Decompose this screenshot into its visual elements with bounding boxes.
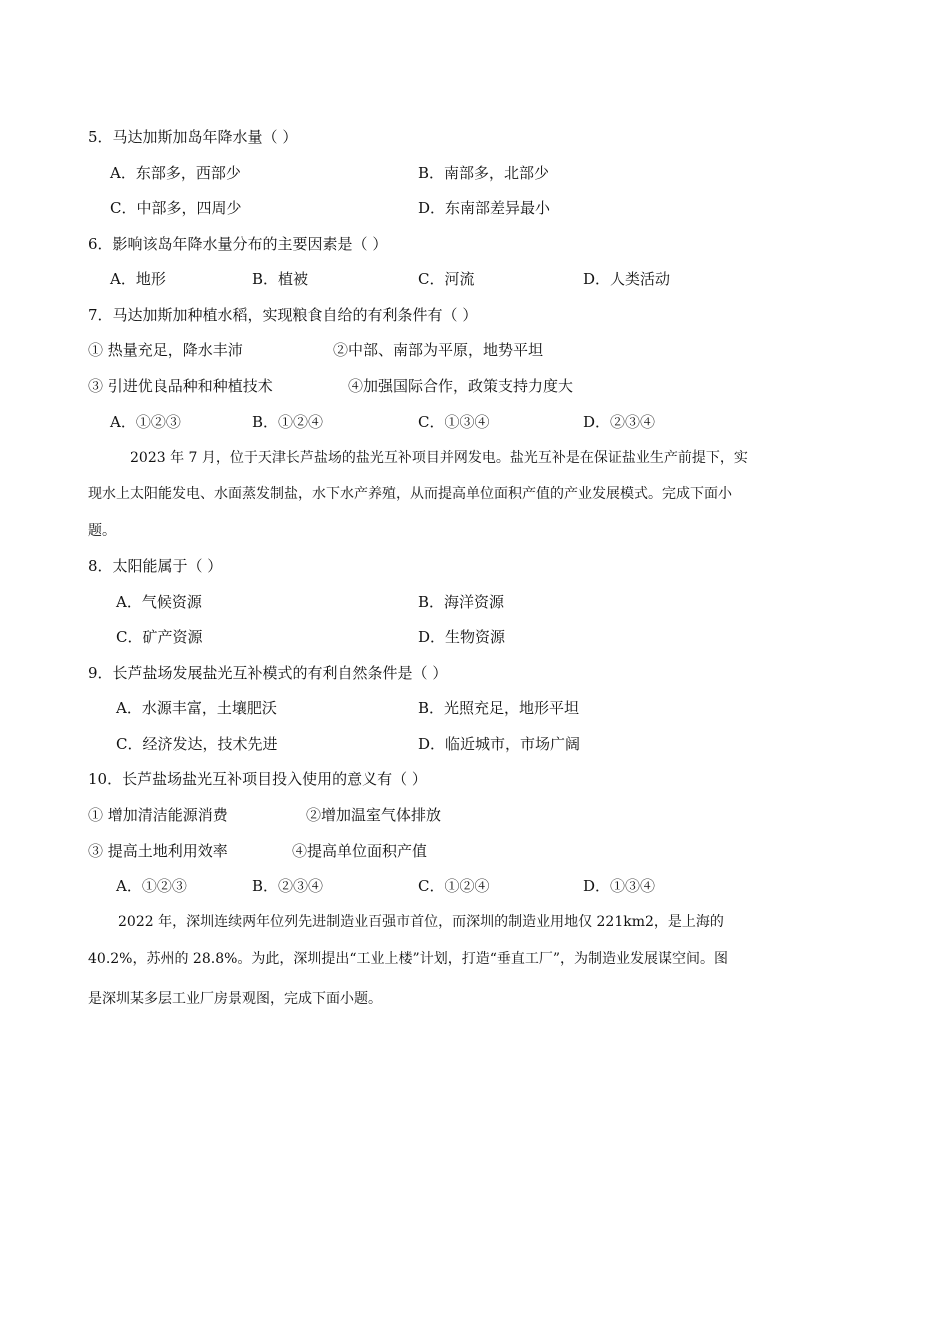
question-10-statement-4: ④提高单位面积产值 — [292, 842, 428, 860]
question-10-statement-1: ① 增加清洁能源消费 — [88, 806, 228, 824]
question-9-stem: 9．长芦盐场发展盐光互补模式的有利自然条件是（ ） — [88, 664, 448, 682]
question-6-option-d[interactable]: D．人类活动 — [583, 270, 671, 288]
question-7-statement-2: ②中部、南部为平原，地势平坦 — [333, 341, 544, 359]
passage-2-line-2: 40.2%，苏州的 28.8%。为此，深圳提出“工业上楼”计划，打造“垂直工厂”，为制造业发展谋空间。图 — [88, 951, 729, 967]
question-8-option-c[interactable]: C．矿产资源 — [116, 628, 203, 646]
question-10-stem: 10．长芦盐场盐光互补项目投入使用的意义有（ ） — [88, 770, 427, 788]
question-9-option-a[interactable]: A．水源丰富，土壤肥沃 — [116, 699, 277, 717]
question-6-stem: 6．影响该岛年降水量分布的主要因素是（ ） — [88, 235, 388, 253]
question-6-option-a[interactable]: A．地形 — [110, 270, 166, 288]
passage-1-line-3: 题。 — [88, 523, 116, 539]
passage-2-line-3: 是深圳某多层工业厂房景观图，完成下面小题。 — [88, 991, 382, 1007]
question-7-statement-1: ① 热量充足，降水丰沛 — [88, 341, 243, 359]
question-7-option-b[interactable]: B．①②④ — [252, 413, 324, 431]
question-5-option-d[interactable]: D．东南部差异最小 — [418, 199, 551, 217]
question-8-stem: 8．太阳能属于（ ） — [88, 557, 223, 575]
question-7-option-d[interactable]: D．②③④ — [583, 413, 656, 431]
question-10-option-b[interactable]: B．②③④ — [252, 877, 324, 895]
question-7-option-a[interactable]: A．①②③ — [110, 413, 181, 431]
question-9-option-d[interactable]: D．临近城市，市场广阔 — [418, 735, 581, 753]
question-5-option-a[interactable]: A．东部多，西部少 — [110, 164, 241, 182]
question-7-stem: 7．马达加斯加种植水稻，实现粮食自给的有利条件有（ ） — [88, 306, 478, 324]
question-8-option-b[interactable]: B．海洋资源 — [418, 593, 505, 611]
question-7-statement-3: ③ 引进优良品种和种植技术 — [88, 377, 273, 395]
question-7-option-c[interactable]: C．①③④ — [418, 413, 490, 431]
question-6-option-b[interactable]: B．植被 — [252, 270, 309, 288]
question-8-option-a[interactable]: A．气候资源 — [116, 593, 202, 611]
question-10-option-c[interactable]: C．①②④ — [418, 877, 490, 895]
question-7-statement-4: ④加强国际合作，政策支持力度大 — [348, 377, 574, 395]
question-5-option-b[interactable]: B．南部多，北部少 — [418, 164, 550, 182]
question-9-option-c[interactable]: C．经济发达，技术先进 — [116, 735, 278, 753]
question-8-option-d[interactable]: D．生物资源 — [418, 628, 506, 646]
question-10-option-a[interactable]: A．①②③ — [116, 877, 187, 895]
passage-1-line-1: 2023 年 7 月，位于天津长芦盐场的盐光互补项目并网发电。盐光互补是在保证盐业生产前提下，实 — [130, 450, 748, 466]
question-10-option-d[interactable]: D．①③④ — [583, 877, 656, 895]
question-5-option-c[interactable]: C．中部多，四周少 — [110, 199, 242, 217]
passage-1-line-2: 现水上太阳能发电、水面蒸发制盐，水下水产养殖，从而提高单位面积产值的产业发展模式。完成下面小 — [88, 486, 732, 502]
question-10-statement-3: ③ 提高土地利用效率 — [88, 842, 228, 860]
question-6-option-c[interactable]: C．河流 — [418, 270, 475, 288]
passage-2-line-1: 2022 年，深圳连续两年位列先进制造业百强市首位，而深圳的制造业用地仅 221km2，是上海的 — [118, 914, 724, 930]
question-9-option-b[interactable]: B．光照充足，地形平坦 — [418, 699, 580, 717]
question-10-statement-2: ②增加温室气体排放 — [306, 806, 442, 824]
question-5-stem: 5．马达加斯加岛年降水量（ ） — [88, 128, 298, 146]
